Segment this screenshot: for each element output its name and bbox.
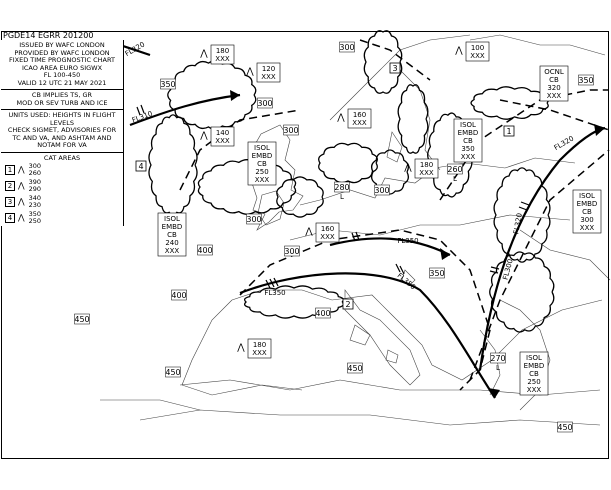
cat-area-base: 260 [28, 169, 41, 177]
cb-box-line: XXX [254, 176, 270, 184]
cb-box-line: OCNL [544, 68, 564, 76]
cat-area-id: 4 [5, 213, 15, 223]
turbulence-box-line: 180 [419, 161, 434, 169]
issued-block [1, 40, 123, 90]
cb-box-line: 240 [165, 239, 179, 247]
turbulence-icon: ⋀ [18, 213, 25, 223]
cat-area-base: 250 [28, 217, 41, 225]
cat-area-levels [29, 163, 41, 177]
tropopause-height: 300 [284, 247, 300, 256]
cb-box-line: CB [463, 137, 473, 145]
cb-box-line: EMBD [161, 223, 183, 231]
cb-box-line: ISOL [254, 144, 270, 152]
units-line: TC AND VA, AND ASHTAM AND [12, 133, 112, 142]
jet-level-label: FL310 [130, 109, 154, 125]
cb-box-line: EMBD [576, 200, 598, 208]
cb-box-line: 250 [527, 378, 541, 386]
cb-box-line: EMBD [251, 152, 273, 160]
cat-area-top: 300 [28, 162, 41, 170]
turbulence-box-line: XXX [470, 52, 485, 60]
tropopause-height: 350 [429, 269, 445, 278]
tropopause-low-label: L [496, 364, 500, 372]
turbulence-icon: ⋀ [200, 49, 208, 59]
cb-box-line: EMBD [523, 362, 545, 370]
cat-area-row [1, 194, 123, 210]
cat-area-top: 390 [28, 178, 41, 186]
cb-box-line: CB [549, 76, 559, 84]
cb-box-line: 250 [255, 168, 269, 176]
cat-area-levels [29, 195, 41, 209]
cb-box-line: CB [257, 160, 267, 168]
turbulence-box-line: 140 [215, 129, 230, 137]
cb-note-line: CB IMPLIES TS, GR [31, 91, 93, 99]
turbulence-icon: ⋀ [337, 113, 345, 123]
turbulence-icon: ⋀ [404, 163, 412, 173]
issued-line: ISSUED BY WAFC LONDON [19, 41, 105, 49]
cb-box-line: CB [529, 370, 539, 378]
tropopause-height: 350 [578, 76, 594, 85]
cat-area-row [1, 210, 123, 226]
cat-area-row [1, 178, 123, 194]
cb-box-line: XXX [164, 247, 180, 255]
cb-box-line: CB [582, 208, 592, 216]
tropopause-height: 270 [490, 354, 506, 363]
tropopause-height: 280 [334, 183, 350, 192]
turbulence-box-line: XXX [215, 137, 230, 145]
turbulence-box-line: 180 [215, 47, 230, 55]
issued-line: FL 100-450 [43, 71, 81, 79]
cb-note-block [1, 90, 123, 110]
tropopause-height: 300 [246, 215, 262, 224]
cb-box-line: XXX [546, 92, 562, 100]
tropopause-height: 450 [74, 315, 90, 324]
turbulence-box-line: XXX [419, 169, 434, 177]
turbulence-icon: ⋀ [18, 197, 25, 207]
cat-areas-list [1, 162, 123, 226]
cat-marker-id: 2 [345, 300, 351, 309]
cb-box-line: XXX [579, 224, 595, 232]
turbulence-icon: ⋀ [237, 343, 245, 353]
cat-area-levels [29, 179, 41, 193]
turbulence-box-line: XXX [261, 73, 276, 81]
issued-line: ICAO AREA EURO SIGWX [21, 63, 103, 72]
jet-level-label: FL320 [512, 212, 524, 235]
cb-box-line: 350 [461, 145, 475, 153]
cat-area-levels [29, 211, 41, 225]
cat-area-id: 3 [5, 197, 15, 207]
cat-area-row [1, 162, 123, 178]
cb-box-line: ISOL [579, 192, 595, 200]
tropopause-low-label: L [453, 175, 457, 183]
tropopause-height: 300 [374, 186, 390, 195]
turbulence-icon: ⋀ [18, 181, 25, 191]
turbulence-box-line: 160 [352, 111, 367, 119]
tropopause-height: 400 [315, 309, 331, 318]
turbulence-icon: ⋀ [455, 46, 463, 56]
units-line: UNITS USED: HEIGHTS IN FLIGHT LEVELS [8, 111, 116, 127]
tropopause-low-label: L [340, 193, 344, 201]
tropopause-height: 300 [283, 126, 299, 135]
cb-box-line: XXX [460, 153, 476, 161]
cat-area-id: 2 [5, 181, 15, 191]
turbulence-icon: ⋀ [18, 165, 25, 175]
tropopause-height: 450 [557, 423, 573, 432]
cb-box-line: XXX [526, 386, 542, 394]
chart-id: PGDE14 EGRR 201200 [3, 31, 94, 40]
cat-marker-id: 4 [138, 162, 144, 171]
cat-marker-id: 3 [392, 64, 398, 73]
cat-marker-id: 1 [506, 127, 512, 136]
jet-level-label: FL350 [395, 271, 418, 292]
jet-level-label: FL350 [397, 237, 419, 245]
turbulence-box-line: XXX [320, 233, 335, 241]
tropopause-height: 300 [339, 43, 355, 52]
issued-line: VALID 12 UTC 21 MAY 2021 [17, 78, 107, 87]
turbulence-box-line: XXX [215, 55, 230, 63]
tropopause-height: 300 [257, 99, 273, 108]
turbulence-box-line: 180 [252, 341, 267, 349]
jet-level-label: FL320 [123, 40, 147, 59]
cb-box-line: CB [167, 231, 177, 239]
turbulence-box-line: XXX [252, 349, 267, 357]
turbulence-box-line: 120 [261, 65, 276, 73]
tropopause-height: 450 [347, 364, 363, 373]
issued-line: PROVIDED BY WAFC LONDON [14, 48, 110, 57]
jet-level-label: FL350 [264, 289, 286, 297]
tropopause-height: 400 [197, 246, 213, 255]
cb-box-line: 320 [547, 84, 561, 92]
cb-box-line: ISOL [526, 354, 542, 362]
turbulence-box-line: 100 [470, 44, 485, 52]
cat-area-top: 340 [28, 194, 41, 202]
legend-panel [1, 40, 124, 226]
turbulence-icon: ⋀ [200, 131, 208, 141]
jet-level-label: FL300 [501, 258, 515, 281]
cat-areas-title: CAT AREAS [43, 153, 81, 162]
tropopause-height: 260 [447, 165, 463, 174]
cb-note-line: MOD OR SEV TURB AND ICE [16, 98, 108, 107]
cat-area-id: 1 [5, 165, 15, 175]
turbulence-icon: ⋀ [246, 67, 254, 77]
tropopause-height: 450 [165, 368, 181, 377]
units-line: CHECK SIGMET, ADVISORIES FOR [7, 126, 117, 134]
units-block [1, 110, 123, 153]
turbulence-box-line: 160 [320, 225, 335, 233]
issued-line: FIXED TIME PROGNOSTIC CHART [8, 56, 116, 64]
cb-box-line: EMBD [457, 129, 479, 137]
cat-area-base: 290 [28, 185, 41, 193]
cat-area-top: 350 [28, 210, 41, 218]
turbulence-box-line: XXX [352, 119, 367, 127]
turbulence-icon: ⋀ [305, 227, 313, 237]
tropopause-height: 400 [171, 291, 187, 300]
jet-level-label: FL320 [552, 134, 576, 153]
tropopause-height: 350 [160, 80, 176, 89]
units-line: NOTAM FOR VA [37, 141, 87, 149]
cb-box-line: 300 [580, 216, 594, 224]
cb-box-line: ISOL [164, 215, 180, 223]
cat-area-base: 230 [28, 201, 41, 209]
cb-box-line: ISOL [460, 121, 476, 129]
